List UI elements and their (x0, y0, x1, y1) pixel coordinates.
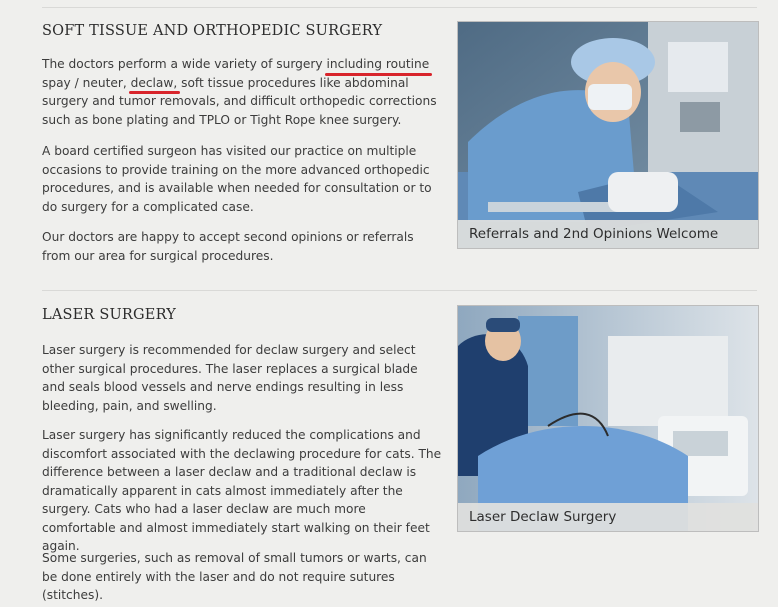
intro-paragraph (42, 55, 442, 129)
laser-surgery-photo (457, 305, 759, 532)
section-title: SOFT TISSUE AND ORTHOPEDIC SURGERY (42, 23, 383, 39)
text-between: spay / neuter, (42, 75, 131, 90)
referrals-paragraph: Our doctors are happy to accept second opinions or referrals from our area for surgical procedures. (42, 230, 414, 263)
orthopedic-surgery-photo (457, 21, 759, 249)
highlighted-phrase-routine: including routine (327, 55, 430, 74)
laser-declaw-paragraph: Laser surgery has significantly reduced the complications and discomfort associated with the declawing procedure for cats. The difference between a laser declaw and a traditional declaw is dramatically apparent in cats almost immediately after the surgery. Cats who had a laser declaw are much more comfortable and almost immediately start walking on their feet again. (42, 428, 442, 553)
image-caption: Referrals and 2nd Opinions Welcome (458, 220, 758, 248)
surgery-photo-illustration (458, 22, 758, 248)
surgeon-paragraph: A board certified surgeon has visited our practice on multiple occasions to provide training on the more advanced orthopedic procedures, and is available when needed for consultation or to do surgery for a complicated case. (42, 144, 432, 214)
laser-sutures-paragraph: Some surgeries, such as removal of small tumors or warts, can be done entirely with the laser and do not require sutures (stitches). (42, 551, 427, 602)
text-before: The doctors perform a wide variety of surgery (42, 57, 327, 71)
section-title: LASER SURGERY (42, 307, 177, 323)
laser-photo-illustration (458, 306, 758, 531)
text-after: soft tissue procedures like abdominal surgery and tumor removals, and difficult orthopedic corrections such as bone plating and TPLO or Tight Rope knee surgery. (42, 75, 437, 127)
highlighted-word-declaw: declaw, (131, 74, 178, 93)
laser-intro-paragraph: Laser surgery is recommended for declaw surgery and select other surgical procedures. The laser replaces a surgical blade and seals blood vessels and nerve endings resulting in less bleeding, pain, and swelling. (42, 343, 418, 413)
section-divider (42, 290, 757, 291)
top-divider (42, 7, 757, 8)
image-caption: Laser Declaw Surgery (458, 503, 758, 531)
